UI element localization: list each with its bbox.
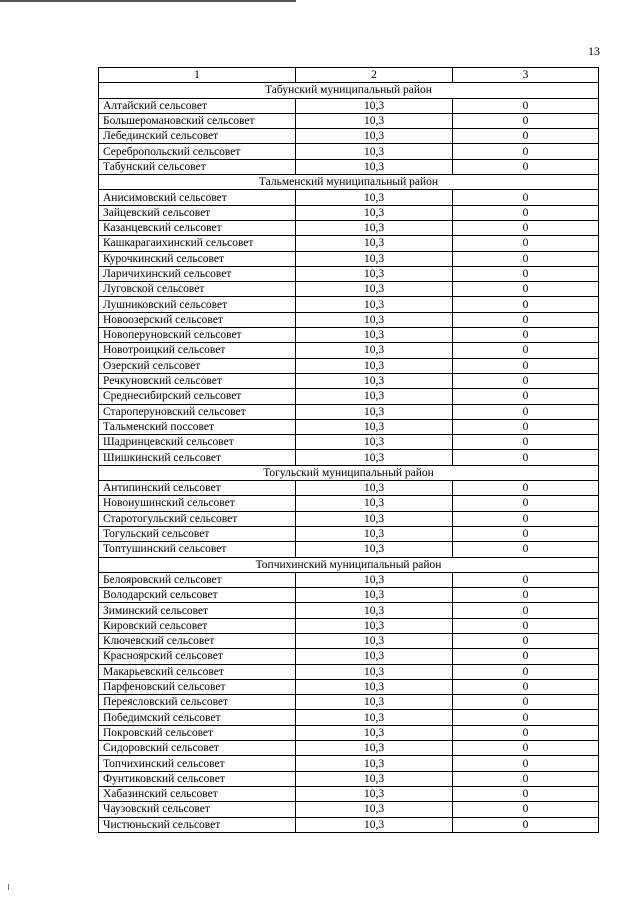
value-cell: 0 (453, 190, 599, 205)
settlement-name: Переясловский сельсовет (99, 695, 296, 710)
table-row (99, 511, 599, 526)
table-row (99, 159, 599, 174)
settlement-name: Топчихинский сельсовет (99, 756, 296, 771)
value-cell: 10,3 (296, 282, 453, 297)
value-cell: 0 (453, 679, 599, 694)
table-row (99, 588, 599, 603)
settlement-name: Кашкарагаихинский сельсовет (99, 236, 296, 251)
value-cell: 10,3 (296, 404, 453, 419)
value-cell: 0 (453, 725, 599, 740)
value-cell: 10,3 (296, 679, 453, 694)
value-cell: 0 (453, 266, 599, 281)
settlement-name: Серебропольский сельсовет (99, 144, 296, 159)
settlement-name: Новоозерский сельсовет (99, 312, 296, 327)
value-cell: 10,3 (296, 741, 453, 756)
value-cell: 10,3 (296, 159, 453, 174)
value-cell: 0 (453, 756, 599, 771)
district-row (99, 175, 599, 190)
settlement-name: Чистюньский сельсовет (99, 817, 296, 832)
table-row (99, 817, 599, 832)
value-cell: 0 (453, 98, 599, 113)
value-cell: 10,3 (296, 373, 453, 388)
district-name: Тогульский муниципальный район (99, 465, 599, 480)
value-cell: 10,3 (296, 419, 453, 434)
value-cell: 10,3 (296, 266, 453, 281)
table-row (99, 190, 599, 205)
value-cell: 0 (453, 328, 599, 343)
value-cell: 10,3 (296, 496, 453, 511)
settlement-name: Озерский сельсовет (99, 358, 296, 373)
district-row (99, 465, 599, 480)
value-cell: 10,3 (296, 312, 453, 327)
value-cell: 0 (453, 771, 599, 786)
settlement-name: Новотроицкий сельсовет (99, 343, 296, 358)
value-cell: 0 (453, 389, 599, 404)
settlement-name: Лушниковский сельсовет (99, 297, 296, 312)
column-header-2: 2 (296, 68, 453, 83)
value-cell: 10,3 (296, 358, 453, 373)
value-cell: 10,3 (296, 144, 453, 159)
table-row (99, 404, 599, 419)
value-cell: 0 (453, 419, 599, 434)
page-number: 13 (588, 44, 600, 58)
table-row (99, 496, 599, 511)
table-row (99, 358, 599, 373)
value-cell: 10,3 (296, 710, 453, 725)
value-cell: 0 (453, 664, 599, 679)
district-name: Топчихинский муниципальный район (99, 557, 599, 572)
settlement-name: Новоперуновский сельсовет (99, 328, 296, 343)
value-cell: 0 (453, 741, 599, 756)
settlement-name: Парфеновский сельсовет (99, 679, 296, 694)
value-cell: 10,3 (296, 343, 453, 358)
table-row (99, 266, 599, 281)
settlement-name: Зиминский сельсовет (99, 603, 296, 618)
table-row (99, 328, 599, 343)
value-cell: 0 (453, 710, 599, 725)
settlement-name: Топтушинский сельсовет (99, 542, 296, 557)
settlement-name: Табунский сельсовет (99, 159, 296, 174)
settlement-name: Шадринцевский сельсовет (99, 435, 296, 450)
table-row (99, 343, 599, 358)
value-cell: 0 (453, 358, 599, 373)
value-cell: 10,3 (296, 297, 453, 312)
settlement-name: Тогульский сельсовет (99, 526, 296, 541)
settlement-name: Шишкинский сельсовет (99, 450, 296, 465)
settlement-name: Сидоровский сельсовет (99, 741, 296, 756)
value-cell: 0 (453, 817, 599, 832)
value-cell: 0 (453, 373, 599, 388)
value-cell: 0 (453, 649, 599, 664)
value-cell: 10,3 (296, 481, 453, 496)
value-cell: 0 (453, 618, 599, 633)
district-row (99, 83, 599, 98)
value-cell: 0 (453, 496, 599, 511)
table-row (99, 618, 599, 633)
settlement-name: Ключевский сельсовет (99, 633, 296, 648)
table-row (99, 526, 599, 541)
column-header-1: 1 (99, 68, 296, 83)
settlement-name: Зайцевский сельсовет (99, 205, 296, 220)
settlement-name: Покровский сельсовет (99, 725, 296, 740)
value-cell: 0 (453, 297, 599, 312)
value-cell: 0 (453, 129, 599, 144)
table-row (99, 129, 599, 144)
value-cell: 10,3 (296, 649, 453, 664)
settlement-name: Староперуновский сельсовет (99, 404, 296, 419)
value-cell: 0 (453, 343, 599, 358)
value-cell: 10,3 (296, 435, 453, 450)
table-row (99, 786, 599, 801)
settlement-name: Лебединский сельсовет (99, 129, 296, 144)
table-row (99, 633, 599, 648)
settlement-name: Луговской сельсовет (99, 282, 296, 297)
value-cell: 0 (453, 450, 599, 465)
table-row (99, 679, 599, 694)
value-cell: 0 (453, 786, 599, 801)
table-row (99, 695, 599, 710)
table-row (99, 603, 599, 618)
table-row (99, 144, 599, 159)
value-cell: 0 (453, 511, 599, 526)
value-cell: 0 (453, 404, 599, 419)
value-cell: 10,3 (296, 113, 453, 128)
table-row (99, 389, 599, 404)
table-row (99, 771, 599, 786)
settlement-name: Кировский сельсовет (99, 618, 296, 633)
settlement-name: Ларичихинский сельсовет (99, 266, 296, 281)
settlement-name: Большеромановский сельсовет (99, 113, 296, 128)
value-cell: 0 (453, 588, 599, 603)
value-cell: 10,3 (296, 205, 453, 220)
district-name: Табунский муниципальный район (99, 83, 599, 98)
settlement-name: Среднесибирский сельсовет (99, 389, 296, 404)
table-row (99, 113, 599, 128)
top-rule (0, 0, 296, 2)
settlement-name: Хабазинский сельсовет (99, 786, 296, 801)
settlement-name: Красноярский сельсовет (99, 649, 296, 664)
value-cell: 10,3 (296, 802, 453, 817)
value-cell: 10,3 (296, 526, 453, 541)
header-row (99, 68, 599, 83)
settlement-name: Белояровский сельсовет (99, 572, 296, 587)
table-row (99, 236, 599, 251)
value-cell: 10,3 (296, 450, 453, 465)
value-cell: 0 (453, 236, 599, 251)
value-cell: 10,3 (296, 786, 453, 801)
table-row (99, 710, 599, 725)
settlement-name: Чаузовский сельсовет (99, 802, 296, 817)
table-row (99, 435, 599, 450)
table-row (99, 312, 599, 327)
value-cell: 10,3 (296, 817, 453, 832)
margin-mark (8, 884, 9, 890)
value-cell: 10,3 (296, 603, 453, 618)
table-row (99, 220, 599, 235)
value-cell: 0 (453, 633, 599, 648)
value-cell: 0 (453, 205, 599, 220)
settlement-name: Тальменский поссовет (99, 419, 296, 434)
table-row (99, 205, 599, 220)
value-cell: 0 (453, 526, 599, 541)
value-cell: 10,3 (296, 664, 453, 679)
value-cell: 10,3 (296, 389, 453, 404)
value-cell: 0 (453, 282, 599, 297)
settlement-name: Анисимовский сельсовет (99, 190, 296, 205)
value-cell: 10,3 (296, 236, 453, 251)
table-row (99, 649, 599, 664)
table-row (99, 373, 599, 388)
value-cell: 10,3 (296, 725, 453, 740)
settlement-name: Фунтиковский сельсовет (99, 771, 296, 786)
table-body (99, 68, 599, 833)
value-cell: 0 (453, 113, 599, 128)
table-row (99, 251, 599, 266)
value-cell: 10,3 (296, 98, 453, 113)
value-cell: 10,3 (296, 695, 453, 710)
settlement-name: Алтайский сельсовет (99, 98, 296, 113)
value-cell: 10,3 (296, 572, 453, 587)
value-cell: 10,3 (296, 588, 453, 603)
value-cell: 0 (453, 542, 599, 557)
value-cell: 0 (453, 572, 599, 587)
table-row (99, 481, 599, 496)
settlement-name: Казанцевский сельсовет (99, 220, 296, 235)
value-cell: 10,3 (296, 251, 453, 266)
settlement-name: Речкуновский сельсовет (99, 373, 296, 388)
column-header-3: 3 (453, 68, 599, 83)
settlement-name: Володарский сельсовет (99, 588, 296, 603)
data-table (98, 67, 599, 833)
value-cell: 0 (453, 603, 599, 618)
value-cell: 0 (453, 251, 599, 266)
value-cell: 0 (453, 220, 599, 235)
table-row (99, 419, 599, 434)
value-cell: 0 (453, 435, 599, 450)
table-row (99, 297, 599, 312)
settlement-name: Старотогульский сельсовет (99, 511, 296, 526)
value-cell: 10,3 (296, 771, 453, 786)
district-row (99, 557, 599, 572)
value-cell: 10,3 (296, 756, 453, 771)
value-cell: 10,3 (296, 511, 453, 526)
table-row (99, 542, 599, 557)
table-row (99, 725, 599, 740)
value-cell: 0 (453, 144, 599, 159)
table-row (99, 802, 599, 817)
settlement-name: Макарьевский сельсовет (99, 664, 296, 679)
value-cell: 10,3 (296, 190, 453, 205)
settlement-name: Курочкинский сельсовет (99, 251, 296, 266)
settlement-name: Антипинский сельсовет (99, 481, 296, 496)
value-cell: 0 (453, 312, 599, 327)
value-cell: 10,3 (296, 129, 453, 144)
value-cell: 10,3 (296, 618, 453, 633)
value-cell: 0 (453, 159, 599, 174)
value-cell: 0 (453, 695, 599, 710)
table-row (99, 98, 599, 113)
value-cell: 10,3 (296, 328, 453, 343)
table-row (99, 741, 599, 756)
table-row (99, 282, 599, 297)
table-row (99, 450, 599, 465)
value-cell: 10,3 (296, 633, 453, 648)
value-cell: 10,3 (296, 220, 453, 235)
value-cell: 10,3 (296, 542, 453, 557)
table-row (99, 572, 599, 587)
value-cell: 0 (453, 802, 599, 817)
value-cell: 0 (453, 481, 599, 496)
district-name: Тальменский муниципальный район (99, 175, 599, 190)
table-row (99, 756, 599, 771)
settlement-name: Победимский сельсовет (99, 710, 296, 725)
settlement-name: Новоиушинский сельсовет (99, 496, 296, 511)
table-row (99, 664, 599, 679)
